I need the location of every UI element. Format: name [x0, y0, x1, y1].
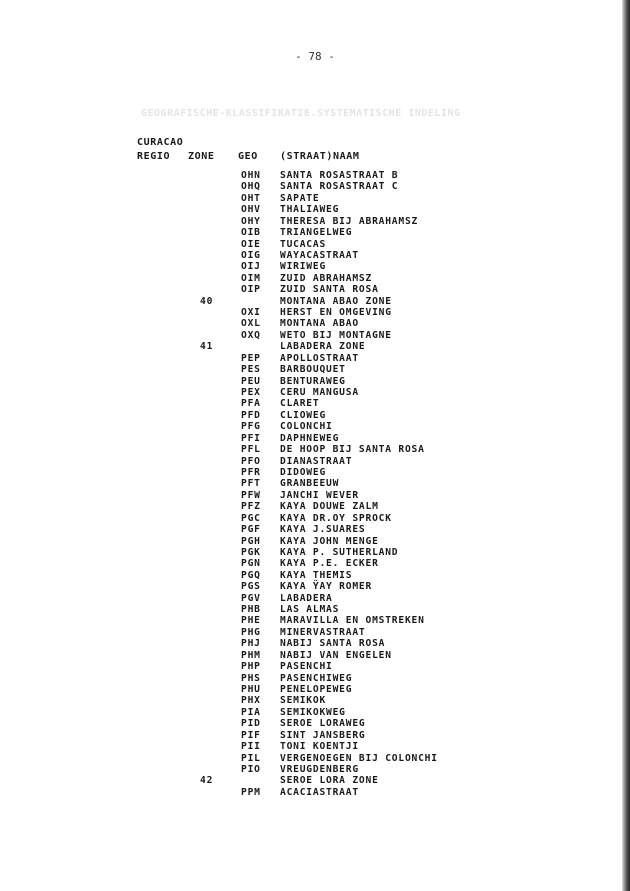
street-name: MONTANA ABAO [280, 318, 359, 330]
street-name: MARAVILLA EN OMSTREKEN [280, 615, 425, 627]
street-name: LABADERA ZONE [280, 341, 366, 353]
street-row [0, 627, 630, 638]
street-row [0, 353, 630, 364]
street-row [0, 741, 630, 752]
geo-code: PIL [241, 752, 261, 764]
street-row [0, 524, 630, 535]
street-row [0, 193, 630, 204]
street-row [0, 513, 630, 524]
street-row [0, 547, 630, 558]
street-name: LABADERA [280, 592, 333, 604]
column-header-geo: GEO [238, 151, 258, 162]
street-row [0, 536, 630, 547]
street-name: KAYA P. SUTHERLAND [280, 546, 399, 558]
geo-code: PFO [241, 455, 261, 467]
street-row [0, 284, 630, 295]
street-name: SINT JANSBERG [280, 729, 366, 741]
street-name: KAYA J.SUARES [280, 524, 366, 536]
street-name: ZUID SANTA ROSA [280, 284, 379, 296]
street-row [0, 433, 630, 444]
geo-code: PGF [241, 524, 261, 536]
street-name: WIRIWEG [280, 261, 327, 273]
geo-code: PIA [241, 706, 261, 718]
street-name: TRIANGELWEG [280, 227, 353, 239]
street-row [0, 456, 630, 467]
street-name: SANTA ROSASTRAAT B [280, 170, 399, 181]
street-name: THALIAWEG [280, 204, 340, 216]
street-row [0, 204, 630, 215]
geo-code: PGN [241, 558, 261, 570]
geo-code: PGH [241, 535, 261, 547]
street-name: KAYA DR.OY SPROCK [280, 512, 392, 524]
street-row [0, 273, 630, 284]
geo-code: OHY [241, 215, 261, 227]
geo-code: OIE [241, 238, 261, 250]
geo-code: PID [241, 718, 261, 730]
zone-code: 41 [200, 341, 214, 353]
street-name: VERGENOEGEN BIJ COLONCHI [280, 752, 438, 764]
street-name: SEROE LORA ZONE [280, 775, 379, 787]
geo-code: PFR [241, 466, 261, 478]
street-row [0, 581, 630, 592]
street-row [0, 501, 630, 512]
street-row [0, 170, 630, 181]
zone-row [0, 296, 630, 307]
geo-code: PHE [241, 615, 261, 627]
column-header-zone: ZONE [188, 151, 215, 162]
street-row [0, 398, 630, 409]
street-row [0, 410, 630, 421]
geo-code: OXI [241, 307, 261, 319]
street-name: WAYACASTRAAT [280, 249, 359, 261]
street-row [0, 387, 630, 398]
street-name: PENELOPEWEG [280, 683, 353, 695]
geo-code: PEU [241, 375, 261, 387]
geo-code: PFL [241, 444, 261, 456]
street-name: DIANASTRAAT [280, 455, 353, 467]
geo-code: PFG [241, 421, 261, 433]
street-name: SEMIKOK [280, 695, 327, 707]
geo-code: PGV [241, 592, 261, 604]
street-name: PASENCHI [280, 661, 333, 673]
bleed-through-title: GEOGRAFISCHE-KLASSIFIKATIE.SYSTEMATISCHE INDELING [141, 108, 461, 119]
street-name: ACACIASTRAAT [280, 786, 359, 798]
street-row [0, 638, 630, 649]
street-row [0, 604, 630, 615]
street-row [0, 593, 630, 604]
zone-code: 42 [200, 775, 214, 787]
street-row [0, 730, 630, 741]
street-name: NABIJ VAN ENGELEN [280, 649, 392, 661]
street-row [0, 261, 630, 272]
geo-code: PGQ [241, 569, 261, 581]
street-name: SEROE LORAWEG [280, 718, 366, 730]
geo-code: PHM [241, 649, 261, 661]
street-name: DAPHNEWEG [280, 432, 340, 444]
street-row [0, 787, 630, 798]
street-name: CLIOWEG [280, 409, 327, 421]
street-name: TUCACAS [280, 238, 327, 250]
street-row [0, 570, 630, 581]
column-header-naam: (STRAAT)NAAM [280, 151, 360, 162]
island-heading: CURACAO [137, 137, 184, 148]
geo-code: PHS [241, 672, 261, 684]
geo-code: PHB [241, 604, 261, 616]
street-name: DE HOOP BIJ SANTA ROSA [280, 444, 425, 456]
street-name: SAPATE [280, 192, 320, 204]
geo-code: PFD [241, 409, 261, 421]
geo-code: OHQ [241, 181, 261, 193]
street-row [0, 753, 630, 764]
geo-code: PIF [241, 729, 261, 741]
street-row [0, 490, 630, 501]
street-row [0, 661, 630, 672]
geo-code: PFT [241, 478, 261, 490]
street-row [0, 707, 630, 718]
geo-code: PEP [241, 352, 261, 364]
geo-code: PGC [241, 512, 261, 524]
geo-code: OHN [241, 170, 261, 181]
geo-code: PHP [241, 661, 261, 673]
geo-code: PFI [241, 432, 261, 444]
geo-code: PEX [241, 387, 261, 399]
geo-code: PHU [241, 683, 261, 695]
street-row [0, 307, 630, 318]
street-row [0, 673, 630, 684]
street-name: TONI KOENTJI [280, 741, 359, 753]
zone-code: 40 [200, 295, 214, 307]
geo-code: PHX [241, 695, 261, 707]
street-name: KAYA JOHN MENGE [280, 535, 379, 547]
street-name: GRANBEEUW [280, 478, 340, 490]
geo-code: PFZ [241, 501, 261, 513]
street-name: JANCHI WEVER [280, 489, 359, 501]
street-name: ZUID ABRAHAMSZ [280, 272, 373, 284]
street-name: HERST EN OMGEVING [280, 307, 392, 319]
zone-row [0, 775, 630, 786]
street-row [0, 421, 630, 432]
geo-code: OIM [241, 272, 261, 284]
street-name: THERESA BIJ ABRAHAMSZ [280, 215, 419, 227]
page-number: - 78 - [295, 50, 335, 63]
street-name: COLONCHI [280, 421, 333, 433]
street-name: KAYA THEMIS [280, 569, 353, 581]
zone-row [0, 341, 630, 352]
street-name: BENTURAWEG [280, 375, 346, 387]
geo-code: OIG [241, 249, 261, 261]
street-name: MINERVASTRAAT [280, 626, 366, 638]
geo-code: PIO [241, 763, 261, 775]
street-name: KAYA P.E. ECKER [280, 558, 379, 570]
street-list [0, 170, 630, 798]
street-row [0, 181, 630, 192]
street-row [0, 764, 630, 775]
street-name: APOLLOSTRAAT [280, 352, 359, 364]
geo-code: PPM [241, 786, 261, 798]
geo-code: OXQ [241, 329, 261, 341]
street-name: LAS ALMAS [280, 604, 340, 616]
street-row [0, 615, 630, 626]
street-name: MONTANA ABAO ZONE [280, 295, 392, 307]
street-row [0, 695, 630, 706]
street-row [0, 239, 630, 250]
street-row [0, 478, 630, 489]
street-row [0, 227, 630, 238]
geo-code: PHG [241, 626, 261, 638]
geo-code: PGK [241, 546, 261, 558]
column-header-regio: REGIO [137, 151, 171, 162]
street-row [0, 216, 630, 227]
street-row [0, 558, 630, 569]
geo-code: OHV [241, 204, 261, 216]
geo-code: OIP [241, 284, 261, 296]
geo-code: PGS [241, 581, 261, 593]
geo-code: PFA [241, 398, 261, 410]
geo-code: PHJ [241, 638, 261, 650]
street-row [0, 318, 630, 329]
street-name: SANTA ROSASTRAAT C [280, 181, 399, 193]
street-name: DIDOWEG [280, 466, 327, 478]
street-name: VREUGDENBERG [280, 763, 359, 775]
geo-code: OXL [241, 318, 261, 330]
street-name: WETO BIJ MONTAGNE [280, 329, 392, 341]
street-name: BARBOUQUET [280, 364, 346, 376]
street-name: KAYA ŸAY ROMER [280, 581, 373, 593]
street-row [0, 650, 630, 661]
street-row [0, 444, 630, 455]
street-name: CERU MANGUSA [280, 387, 359, 399]
geo-code: OHT [241, 192, 261, 204]
street-name: NABIJ SANTA ROSA [280, 638, 386, 650]
street-name: SEMIKOKWEG [280, 706, 346, 718]
geo-code: PES [241, 364, 261, 376]
street-row [0, 718, 630, 729]
street-row [0, 467, 630, 478]
geo-code: PII [241, 741, 261, 753]
street-row [0, 250, 630, 261]
street-row [0, 684, 630, 695]
geo-code: PFW [241, 489, 261, 501]
geo-code: OIB [241, 227, 261, 239]
street-row [0, 330, 630, 341]
street-name: KAYA DOUWE ZALM [280, 501, 379, 513]
street-name: PASENCHIWEG [280, 672, 353, 684]
street-row [0, 376, 630, 387]
street-row [0, 364, 630, 375]
geo-code: OIJ [241, 261, 261, 273]
street-name: CLARET [280, 398, 320, 410]
